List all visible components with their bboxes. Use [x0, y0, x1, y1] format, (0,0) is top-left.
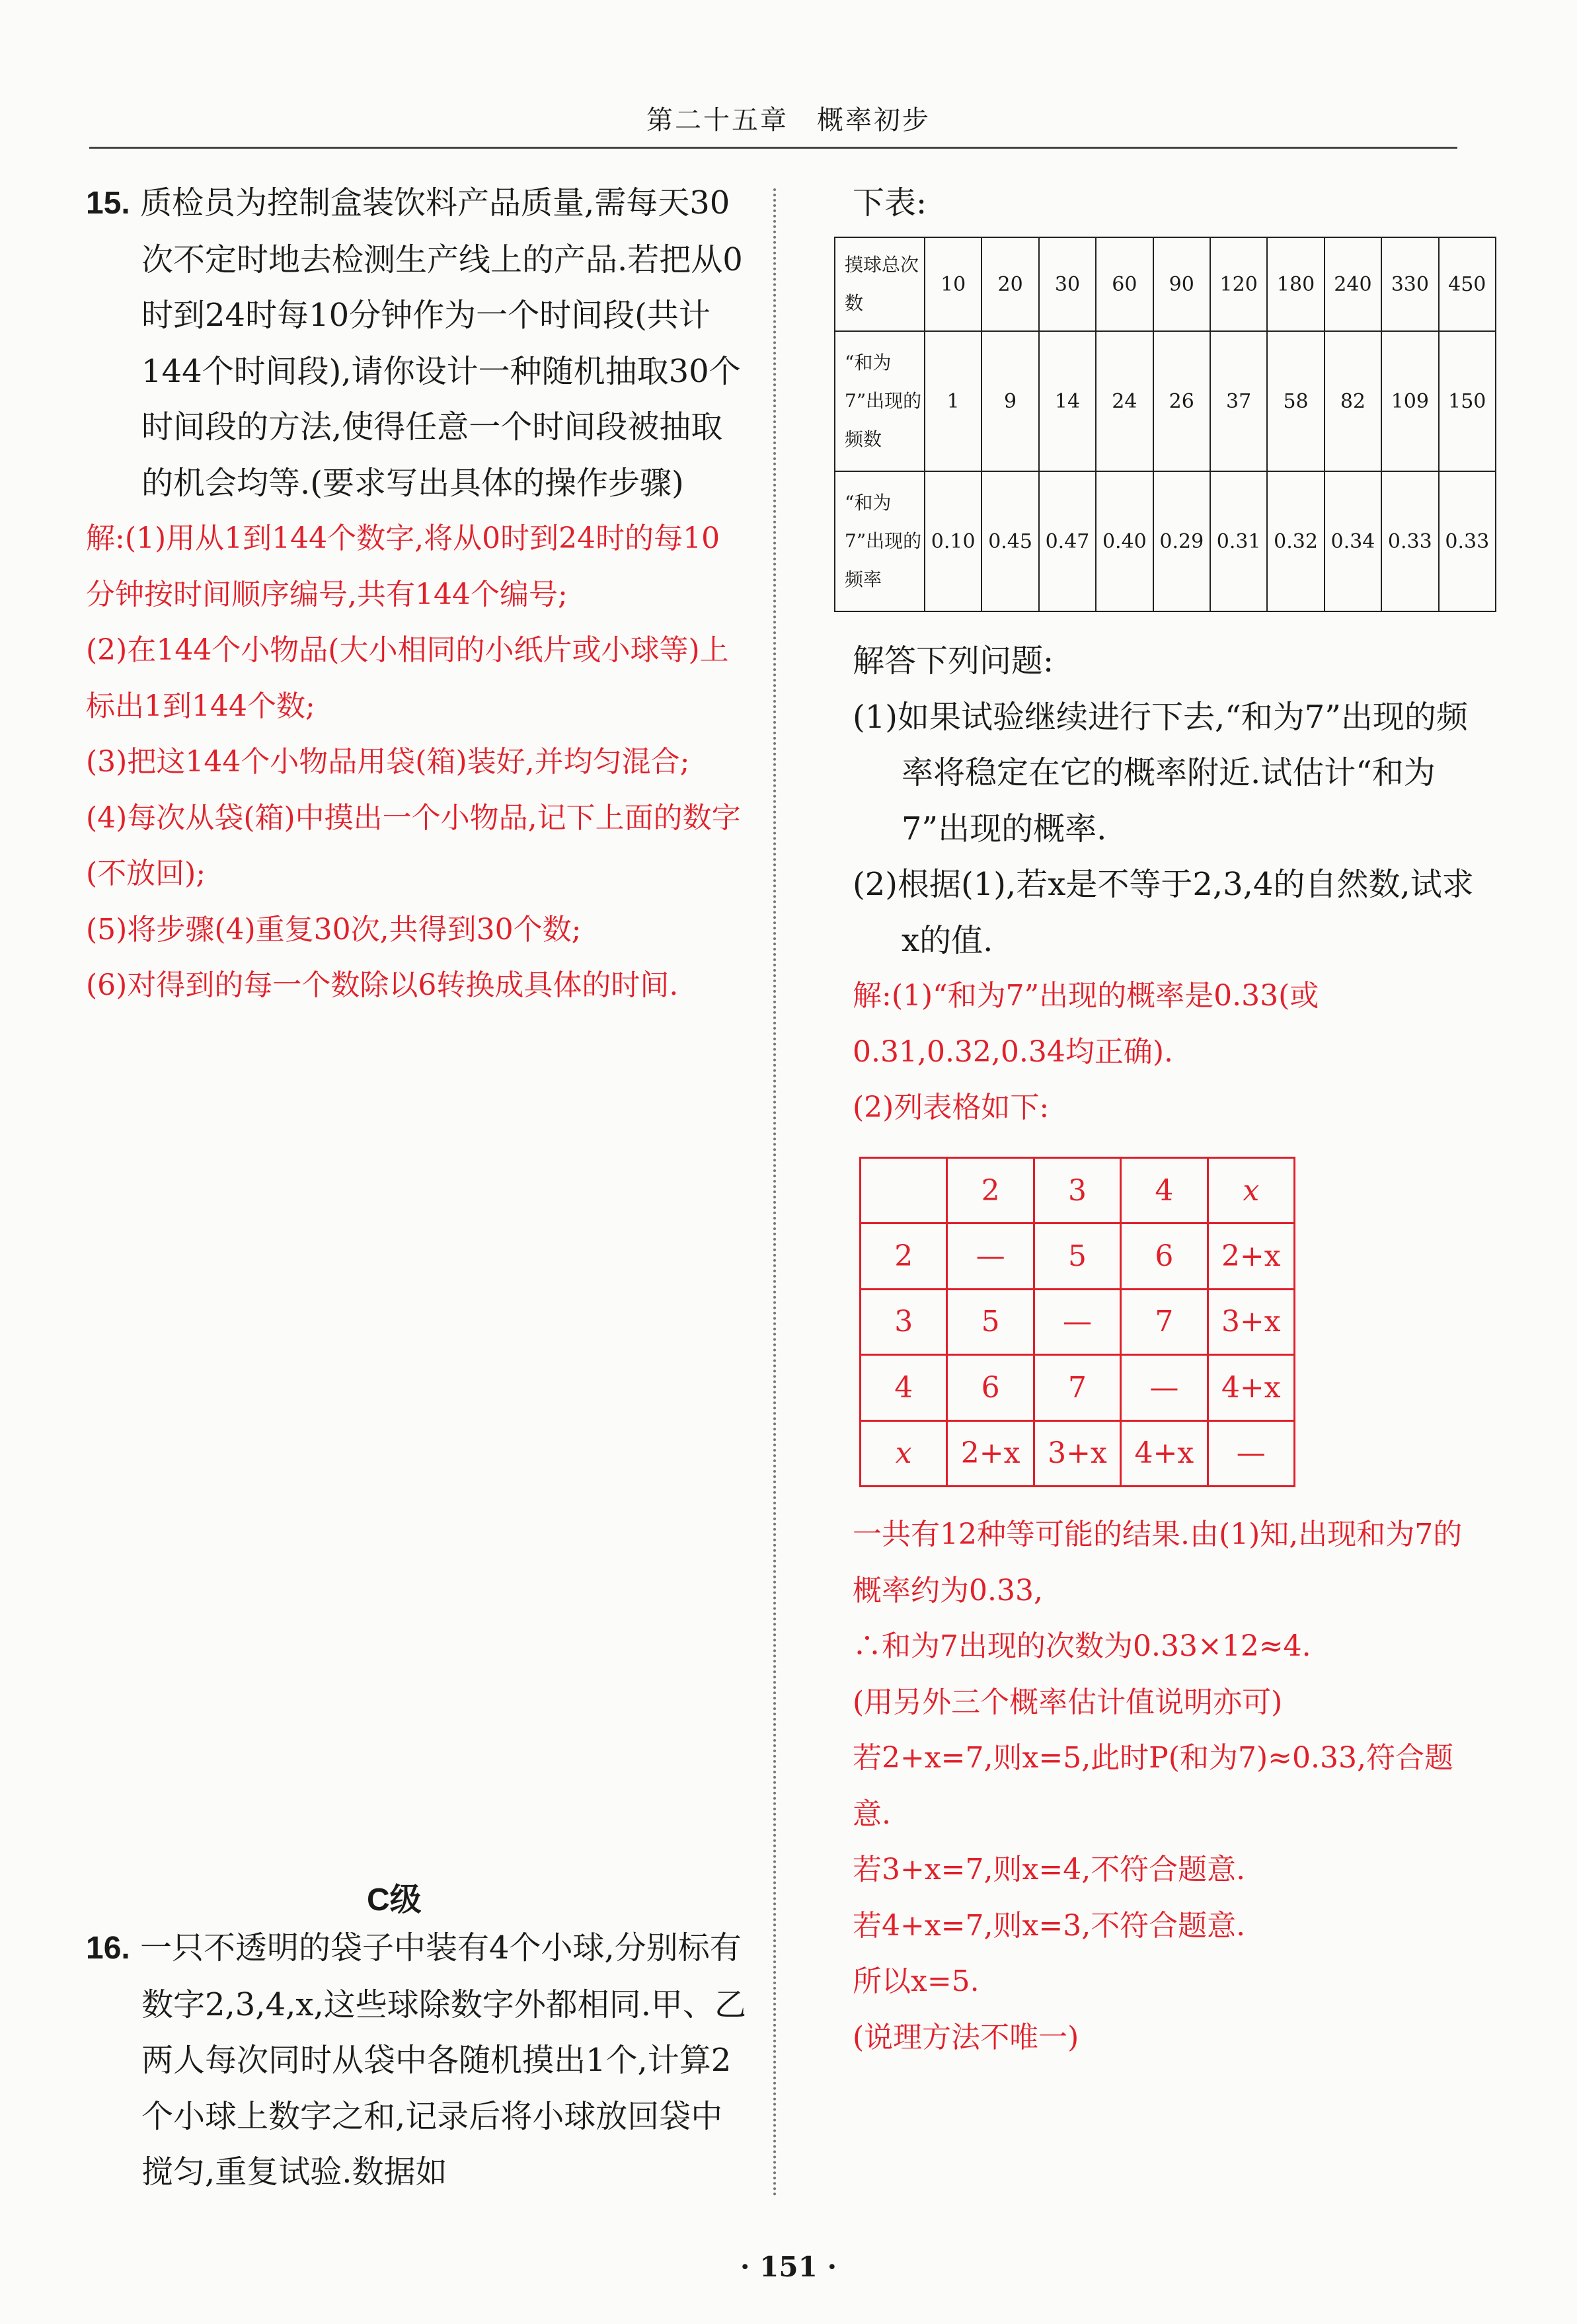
- solution-line: (6)对得到的每一个数除以6转换成具体的时间.: [86, 968, 679, 1002]
- part-2: (2)根据(1),若x是不等于2,3,4的自然数,试求x的值.: [853, 866, 1474, 959]
- table-cell: 0.33: [1381, 471, 1438, 611]
- grid-cell: 2+x: [1208, 1223, 1294, 1289]
- row-header: “和为7”出现的频数: [835, 331, 925, 471]
- grid-cell: —: [1208, 1420, 1294, 1486]
- solution-line: 若2+x=7,则x=5,此时P(和为7)≈0.33,符合题意.: [853, 1741, 1453, 1831]
- solution-line: (2)列表格如下:: [853, 1091, 1050, 1124]
- solution-line: 一共有12种等可能的结果.由(1)知,出现和为7的概率约为0.33,: [853, 1518, 1463, 1607]
- table-cell: 14: [1039, 331, 1096, 471]
- grid-cell: 3+x: [1034, 1420, 1120, 1486]
- grid-cell: —: [947, 1223, 1034, 1289]
- question-15: [86, 175, 747, 511]
- part-1: (1)如果试验继续进行下去,“和为7”出现的频率将稳定在它的概率附近.试估计“和为7”出现的概率.: [853, 698, 1468, 847]
- solution-line: (3)把这144个小物品用袋(箱)装好,并均匀混合;: [86, 745, 690, 779]
- table-row: [861, 1158, 1295, 1223]
- continuation-text: 下表:: [853, 184, 927, 221]
- table-cell: 82: [1325, 331, 1381, 471]
- solution-line: 所以x=5.: [853, 1964, 980, 1998]
- grid-cell: 7: [1121, 1289, 1208, 1354]
- table-cell: 0.45: [981, 471, 1038, 611]
- table-cell: 180: [1267, 237, 1324, 331]
- table-cell: 0.33: [1439, 471, 1496, 611]
- table-cell: 60: [1096, 237, 1153, 331]
- table-cell: 0.32: [1267, 471, 1324, 611]
- solution-line: (2)在144个小物品(大小相同的小纸片或小球等)上标出1到144个数;: [86, 633, 729, 723]
- table-cell: 0.31: [1210, 471, 1267, 611]
- chapter-header: 第二十五章 概率初步: [646, 105, 931, 136]
- column-divider: [773, 188, 776, 2198]
- grid-cell: 4: [1121, 1158, 1208, 1223]
- q16-parts: [853, 633, 1487, 1136]
- grid-cell: 5: [1034, 1223, 1120, 1289]
- table-cell: 0.29: [1153, 471, 1210, 611]
- question-text: 一只不透明的袋子中装有4个小球,分别标有数字2,3,4,x,这些球除数字外都相同.甲、乙两人每次同时从袋中各随机摸出1个,计算2个小球上数字之和,记录后将小球放回袋中搅匀,重复试验.数据如: [140, 1929, 746, 2190]
- table-cell: 37: [1210, 331, 1267, 471]
- table-cell: 0.34: [1325, 471, 1381, 611]
- grid-cell: —: [1034, 1289, 1120, 1354]
- grid-cell: 7: [1034, 1355, 1120, 1420]
- prompt-text: 解答下列问题:: [853, 642, 1054, 679]
- table-cell: 1: [925, 331, 981, 471]
- row-header: “和为7”出现的频率: [835, 471, 925, 611]
- grid-cell: 4+x: [1121, 1420, 1208, 1486]
- solution-line: 若4+x=7,则x=3,不符合题意.: [853, 1908, 1246, 1943]
- q16-solution-bottom: [853, 1507, 1487, 2066]
- q15-solution: [86, 511, 747, 1014]
- page-number: · 151 ·: [740, 2251, 837, 2283]
- table-row: [835, 471, 1496, 611]
- table-cell: 240: [1325, 237, 1381, 331]
- table-cell: 10: [925, 237, 981, 331]
- grid-cell: 6: [947, 1355, 1034, 1420]
- table-cell: 0.10: [925, 471, 981, 611]
- solution-line: 若3+x=7,则x=4,不符合题意.: [853, 1853, 1246, 1886]
- table-cell: 120: [1210, 237, 1267, 331]
- data-table: [834, 237, 1496, 612]
- table-cell: 150: [1439, 331, 1496, 471]
- table-cell: 24: [1096, 331, 1153, 471]
- row-header: 摸球总次数: [835, 237, 925, 331]
- table-row: [835, 331, 1496, 471]
- solution-line: (用另外三个概率估计值说明亦可): [853, 1685, 1283, 1719]
- grid-cell: 5: [947, 1289, 1034, 1354]
- table-cell: 330: [1381, 237, 1438, 331]
- table-row: [861, 1223, 1295, 1289]
- table-cell: 26: [1153, 331, 1210, 471]
- table-cell: 0.47: [1039, 471, 1096, 611]
- solution-line: ∴和为7出现的次数为0.33×12≈4.: [853, 1629, 1311, 1663]
- question-text: 质检员为控制盒装饮料产品质量,需每天30次不定时地去检测生产线上的产品.若把从0时到24时每10分钟作为一个时间段(共计144个时间段),请你设计一种随机抽取30个时间段的方法,使得任意一个时间段被抽取的机会均等.(要求写出具体的操作步骤): [140, 184, 743, 502]
- grid-cell: 3: [1034, 1158, 1120, 1223]
- table-row: [861, 1289, 1295, 1354]
- table-cell: 58: [1267, 331, 1324, 471]
- table-cell: 109: [1381, 331, 1438, 471]
- grid-cell: 2: [861, 1223, 947, 1289]
- table-cell: 9: [981, 331, 1038, 471]
- question-16: [86, 1920, 747, 2200]
- left-column: [86, 175, 747, 1014]
- table-row: [861, 1355, 1295, 1420]
- solution-line: 解:(1)用从1到144个数字,将从0时到24时的每10分钟按时间顺序编号,共有144个编号;: [86, 522, 720, 611]
- grid-cell: —: [1121, 1355, 1208, 1420]
- solution-line: (说理方法不唯一): [853, 2020, 1079, 2054]
- table-cell: 450: [1439, 237, 1496, 331]
- grid-cell: 2+x: [947, 1420, 1034, 1486]
- grid-cell: x: [1208, 1158, 1294, 1223]
- grid-cell: 2: [947, 1158, 1034, 1223]
- question-number: 16.: [86, 1931, 130, 1966]
- table-cell: 20: [981, 237, 1038, 331]
- table-row: [835, 237, 1496, 331]
- grid-cell: x: [861, 1420, 947, 1486]
- solution-grid: [859, 1157, 1295, 1487]
- table-cell: 0.40: [1096, 471, 1153, 611]
- grid-cell: 4: [861, 1355, 947, 1420]
- solution-line: (5)将步骤(4)重复30次,共得到30个数;: [86, 912, 582, 947]
- solution-line: (4)每次从袋(箱)中摸出一个小物品,记下上面的数字(不放回);: [86, 800, 741, 890]
- grid-cell: 6: [1121, 1223, 1208, 1289]
- table-cell: 90: [1153, 237, 1210, 331]
- table-cell: 30: [1039, 237, 1096, 331]
- grid-cell: 3+x: [1208, 1289, 1294, 1354]
- right-column: [853, 175, 1487, 231]
- level-label: C级: [367, 1882, 422, 1917]
- header-rule: [89, 147, 1457, 149]
- table-row: [861, 1420, 1295, 1486]
- question-number: 15.: [86, 186, 130, 221]
- grid-cell: 4+x: [1208, 1355, 1294, 1420]
- solution-line: 解:(1)“和为7”出现的概率是0.33(或0.31,0.32,0.34均正确).: [853, 979, 1319, 1069]
- grid-cell: 3: [861, 1289, 947, 1354]
- grid-cell: [861, 1158, 947, 1223]
- q16-solution-top: [853, 968, 1487, 1136]
